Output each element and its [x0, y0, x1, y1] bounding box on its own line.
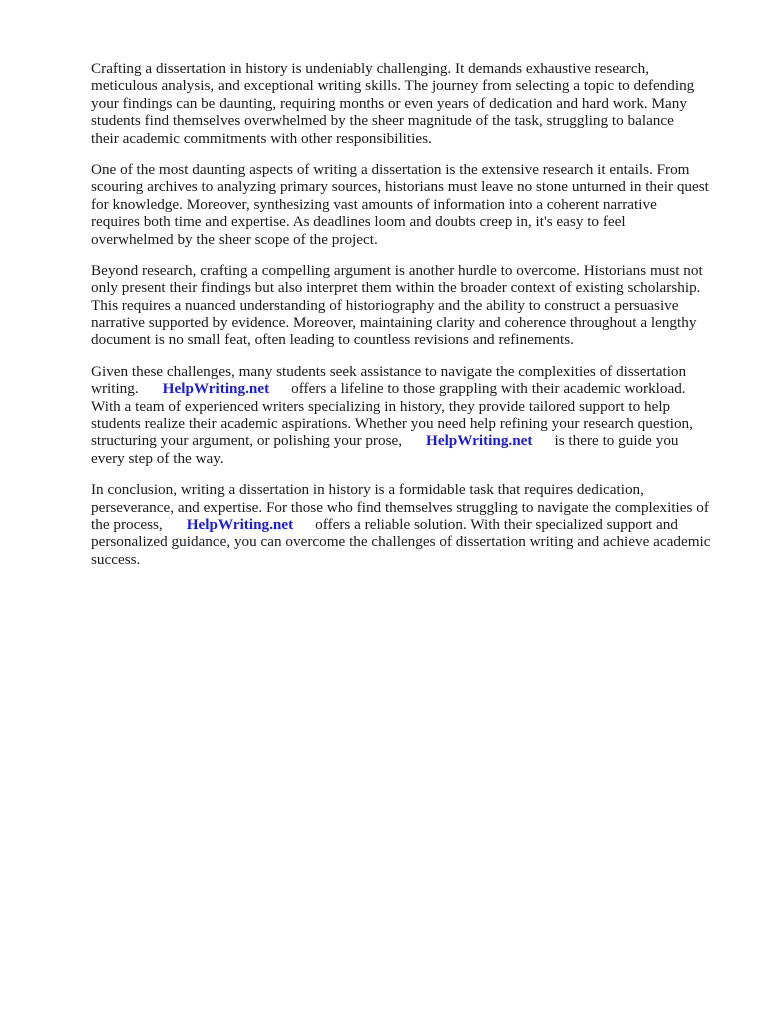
text-line: your findings can be daunting, requiring months or even years of dedication and hard work. Many — [91, 94, 687, 112]
text-line: With a team of experienced writers specializing in history, they provide tailored support to help — [91, 397, 671, 415]
text-segment: offers a reliable solution. With their specialized support and — [315, 515, 678, 533]
text-line — [91, 380, 731, 397]
text-line: Beyond research, crafting a compelling argument is another hurdle to overcome. Historians must not — [91, 261, 703, 279]
text-segment: is there to guide you — [554, 432, 679, 450]
text-segment: offers a lifeline to those grappling with their academic workload. — [291, 380, 686, 398]
text-line: every step of the way. — [91, 449, 224, 467]
text-segment: structuring your argument, or polishing your prose, — [91, 432, 403, 450]
text-line: scouring archives to analyzing primary sources, historians must leave no stone unturned in their quest — [91, 178, 709, 196]
text-line: requires both time and expertise. As deadlines loom and doubts creep in, it's easy to feel — [91, 213, 626, 231]
paragraph-3 — [91, 262, 731, 349]
text-line: Given these challenges, many students seek assistance to navigate the complexities of dissertation — [91, 362, 687, 380]
text-segment: writing. — [91, 380, 139, 398]
text-line: overwhelmed by the sheer scope of the project. — [91, 230, 378, 248]
text-line: In conclusion, writing a dissertation in history is a formidable task that requires dedication, — [91, 481, 644, 499]
paragraph-5 — [91, 481, 731, 568]
text-line: One of the most daunting aspects of writing a dissertation is the extensive research it entails. From — [91, 160, 690, 178]
paragraph-1 — [91, 60, 731, 147]
text-line: document is no small feat, often leading to countless revisions and refinements. — [91, 331, 574, 349]
text-line: perseverance, and expertise. For those who find themselves struggling to navigate the complexities of — [91, 498, 709, 516]
text-line: Crafting a dissertation in history is undeniably challenging. It demands exhaustive research, — [91, 60, 649, 77]
text-line: This requires a nuanced understanding of historiography and the ability to construct a persuasive — [91, 296, 679, 314]
text-line: their academic commitments with other responsibilities. — [91, 129, 432, 147]
text-line: for knowledge. Moreover, synthesizing vast amounts of information into a coherent narrative — [91, 195, 657, 213]
document-body — [91, 60, 731, 582]
text-line: meticulous analysis, and exceptional writing skills. The journey from selecting a topic to defending — [91, 77, 695, 95]
helpwriting-link[interactable]: HelpWriting.net — [426, 432, 533, 450]
text-line: students find themselves overwhelmed by the sheer magnitude of the task, struggling to balance — [91, 112, 674, 130]
text-line — [91, 516, 731, 533]
text-line — [91, 432, 731, 449]
text-line: success. — [91, 550, 141, 568]
text-segment: the process, — [91, 515, 163, 533]
text-line: students realize their academic aspirations. Whether you need help refining your research question, — [91, 415, 693, 433]
paragraph-4 — [91, 363, 731, 467]
text-line: only present their findings but also interpret them within the broader context of existing scholarship. — [91, 279, 701, 297]
helpwriting-link[interactable]: HelpWriting.net — [162, 380, 270, 398]
helpwriting-link[interactable]: HelpWriting.net — [186, 515, 294, 533]
paragraph-2 — [91, 161, 731, 248]
text-line: narrative supported by evidence. Moreover, maintaining clarity and coherence throughout a lengthy — [91, 314, 697, 332]
text-line: personalized guidance, you can overcome the challenges of dissertation writing and achieve academic — [91, 533, 711, 551]
